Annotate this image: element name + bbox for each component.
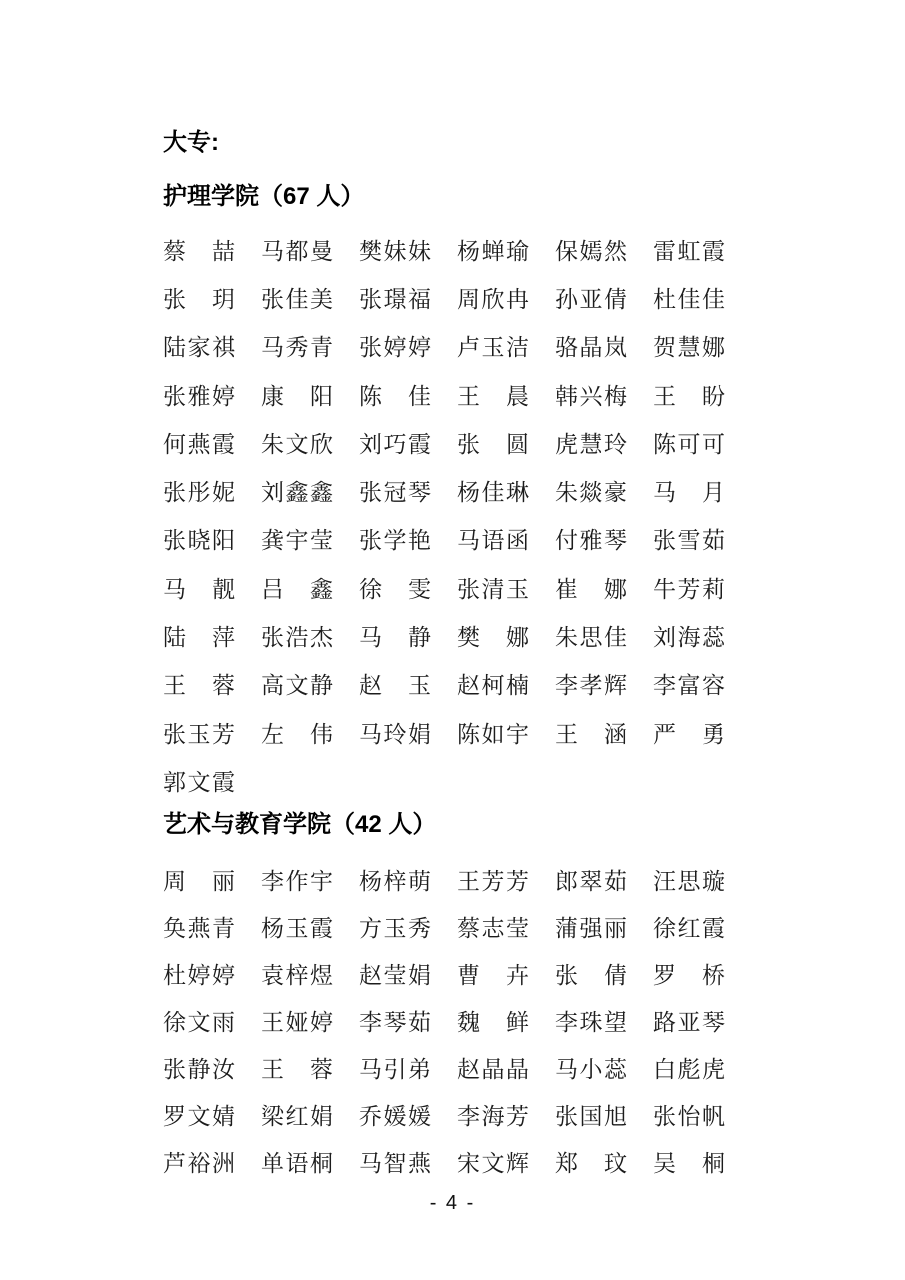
- student-name: 蒲强丽: [555, 916, 627, 941]
- student-name: 张静汝: [163, 1057, 235, 1082]
- student-name: 李琴茹: [359, 1010, 431, 1035]
- student-name: 梁红娟: [261, 1104, 333, 1129]
- name-row: [163, 710, 725, 758]
- student-name: 杜婷婷: [163, 963, 235, 988]
- student-name: 徐红霞: [653, 916, 725, 941]
- student-name: 韩兴梅: [555, 383, 627, 409]
- student-name: 陆萍: [163, 625, 235, 651]
- student-name: 马语函: [457, 528, 529, 554]
- name-row: [163, 758, 725, 806]
- student-name: 周丽: [163, 869, 235, 894]
- student-name: 奂燕青: [163, 916, 235, 941]
- name-row: [163, 517, 725, 565]
- student-name: 张雅婷: [163, 383, 235, 409]
- student-name: 张彤妮: [163, 480, 235, 506]
- student-name: 蔡喆: [163, 238, 235, 264]
- name-row: [163, 1046, 725, 1093]
- student-name: 张倩: [555, 963, 627, 988]
- student-name: 曹卉: [457, 963, 529, 988]
- student-name: 樊娜: [457, 625, 529, 651]
- student-name: 王晨: [457, 383, 529, 409]
- name-row: [163, 372, 725, 420]
- student-name: 刘巧霞: [359, 431, 431, 457]
- name-grid-art-education-college: [163, 858, 725, 1187]
- name-row: [163, 227, 725, 275]
- student-name: 陈可可: [653, 431, 725, 457]
- student-name: 单语桐: [261, 1151, 333, 1176]
- name-row: [163, 858, 725, 905]
- student-name: 陈如宇: [457, 721, 529, 747]
- student-name: 何燕霞: [163, 431, 235, 457]
- student-name: 付雅琴: [555, 528, 627, 554]
- student-name: 白彪虎: [653, 1057, 725, 1082]
- student-name: 赵莹娟: [359, 963, 431, 988]
- student-name: 王娅婷: [261, 1010, 333, 1035]
- student-name: 马玲娟: [359, 721, 431, 747]
- student-name: 张雪茹: [653, 528, 725, 554]
- student-name: 高文静: [261, 673, 333, 699]
- name-row: [163, 420, 725, 468]
- student-name: 赵晶晶: [457, 1057, 529, 1082]
- student-name: 张浩杰: [261, 625, 333, 651]
- student-name: 杜佳佳: [653, 286, 725, 312]
- student-name: 张婷婷: [359, 335, 431, 361]
- name-row: [163, 1140, 725, 1187]
- student-name: 杨梓萌: [359, 869, 431, 894]
- student-name: 杨玉霞: [261, 916, 333, 941]
- page-number: - 4 -: [429, 1192, 476, 1214]
- student-name: 张玥: [163, 286, 235, 312]
- student-name: 朱文欣: [261, 431, 333, 457]
- student-name: 王蓉: [261, 1057, 333, 1082]
- name-grid-nursing-college: [163, 227, 725, 807]
- student-name: 卢玉洁: [457, 335, 529, 361]
- student-name: 乔媛媛: [359, 1104, 431, 1129]
- student-name: 宋文辉: [457, 1151, 529, 1176]
- student-name: 严勇: [653, 721, 725, 747]
- name-row: [163, 999, 725, 1046]
- student-name: 马月: [653, 480, 725, 506]
- student-name: 孙亚倩: [555, 286, 627, 312]
- student-name: 马引弟: [359, 1057, 431, 1082]
- student-name: 赵玉: [359, 673, 431, 699]
- student-name: 郭文霞: [163, 769, 235, 795]
- name-row: [163, 324, 725, 372]
- student-name: 张学艳: [359, 528, 431, 554]
- student-name: 罗桥: [653, 963, 725, 988]
- student-name: 张怡帆: [653, 1104, 725, 1129]
- student-name: 吴桐: [653, 1151, 725, 1176]
- student-name: 张圆: [457, 431, 529, 457]
- student-name: 袁梓煜: [261, 963, 333, 988]
- student-name: 龚宇莹: [261, 528, 333, 554]
- name-row: [163, 613, 725, 661]
- student-name: 张玉芳: [163, 721, 235, 747]
- student-name: 李珠望: [555, 1010, 627, 1035]
- name-row: [163, 905, 725, 952]
- name-row: [163, 468, 725, 516]
- student-name: 刘海蕊: [653, 625, 725, 651]
- student-name: 徐文雨: [163, 1010, 235, 1035]
- student-name: 吕鑫: [261, 576, 333, 602]
- student-name: 王盼: [653, 383, 725, 409]
- student-name: 虎慧玲: [555, 431, 627, 457]
- student-name: 王芳芳: [457, 869, 529, 894]
- name-row: [163, 1093, 725, 1140]
- name-row: [163, 275, 725, 323]
- student-name: 周欣冉: [457, 286, 529, 312]
- name-row: [163, 662, 725, 710]
- student-name: 朱思佳: [555, 625, 627, 651]
- student-name: 路亚琴: [653, 1010, 725, 1035]
- student-name: 康阳: [261, 383, 333, 409]
- student-name: 李富容: [653, 673, 725, 699]
- student-name: 保嫣然: [555, 238, 627, 264]
- student-name: 张璟福: [359, 286, 431, 312]
- student-name: 郑玟: [555, 1151, 627, 1176]
- student-name: 魏鲜: [457, 1010, 529, 1035]
- student-name: 马智燕: [359, 1151, 431, 1176]
- student-name: 赵柯楠: [457, 673, 529, 699]
- student-name: 马小蕊: [555, 1057, 627, 1082]
- student-name: 张国旭: [555, 1104, 627, 1129]
- student-name: 骆晶岚: [555, 335, 627, 361]
- student-name: 郎翠茹: [555, 869, 627, 894]
- student-name: 张清玉: [457, 576, 529, 602]
- student-name: 雷虹霞: [653, 238, 725, 264]
- student-name: 樊妹妹: [359, 238, 431, 264]
- student-name: 张佳美: [261, 286, 333, 312]
- student-name: 李海芳: [457, 1104, 529, 1129]
- name-row: [163, 952, 725, 999]
- student-name: 李作宇: [261, 869, 333, 894]
- student-name: 陈佳: [359, 383, 431, 409]
- student-name: 罗文婧: [163, 1104, 235, 1129]
- student-name: 刘鑫鑫: [261, 480, 333, 506]
- student-name: 蔡志莹: [457, 916, 529, 941]
- student-name: 马靓: [163, 576, 235, 602]
- student-name: 李孝辉: [555, 673, 627, 699]
- student-name: 杨蝉瑜: [457, 238, 529, 264]
- degree-level-heading: 大专:: [163, 129, 219, 156]
- student-name: 朱燚豪: [555, 480, 627, 506]
- student-name: 杨佳琳: [457, 480, 529, 506]
- student-name: 方玉秀: [359, 916, 431, 941]
- student-name: 张晓阳: [163, 528, 235, 554]
- section-title-nursing-college: 护理学院（67 人）: [163, 183, 365, 210]
- section-title-art-education-college: 艺术与教育学院（42 人）: [163, 811, 437, 838]
- student-name: 芦裕洲: [163, 1151, 235, 1176]
- student-name: 王涵: [555, 721, 627, 747]
- student-name: 徐雯: [359, 576, 431, 602]
- student-name: 王蓉: [163, 673, 235, 699]
- student-name: 贺慧娜: [653, 335, 725, 361]
- student-name: 汪思璇: [653, 869, 725, 894]
- student-name: 张冠琴: [359, 480, 431, 506]
- student-name: 马都曼: [261, 238, 333, 264]
- student-name: 崔娜: [555, 576, 627, 602]
- student-name: 马静: [359, 625, 431, 651]
- name-row: [163, 565, 725, 613]
- student-name: 牛芳莉: [653, 576, 725, 602]
- student-name: 陆家祺: [163, 335, 235, 361]
- student-name: 马秀青: [261, 335, 333, 361]
- student-name: 左伟: [261, 721, 333, 747]
